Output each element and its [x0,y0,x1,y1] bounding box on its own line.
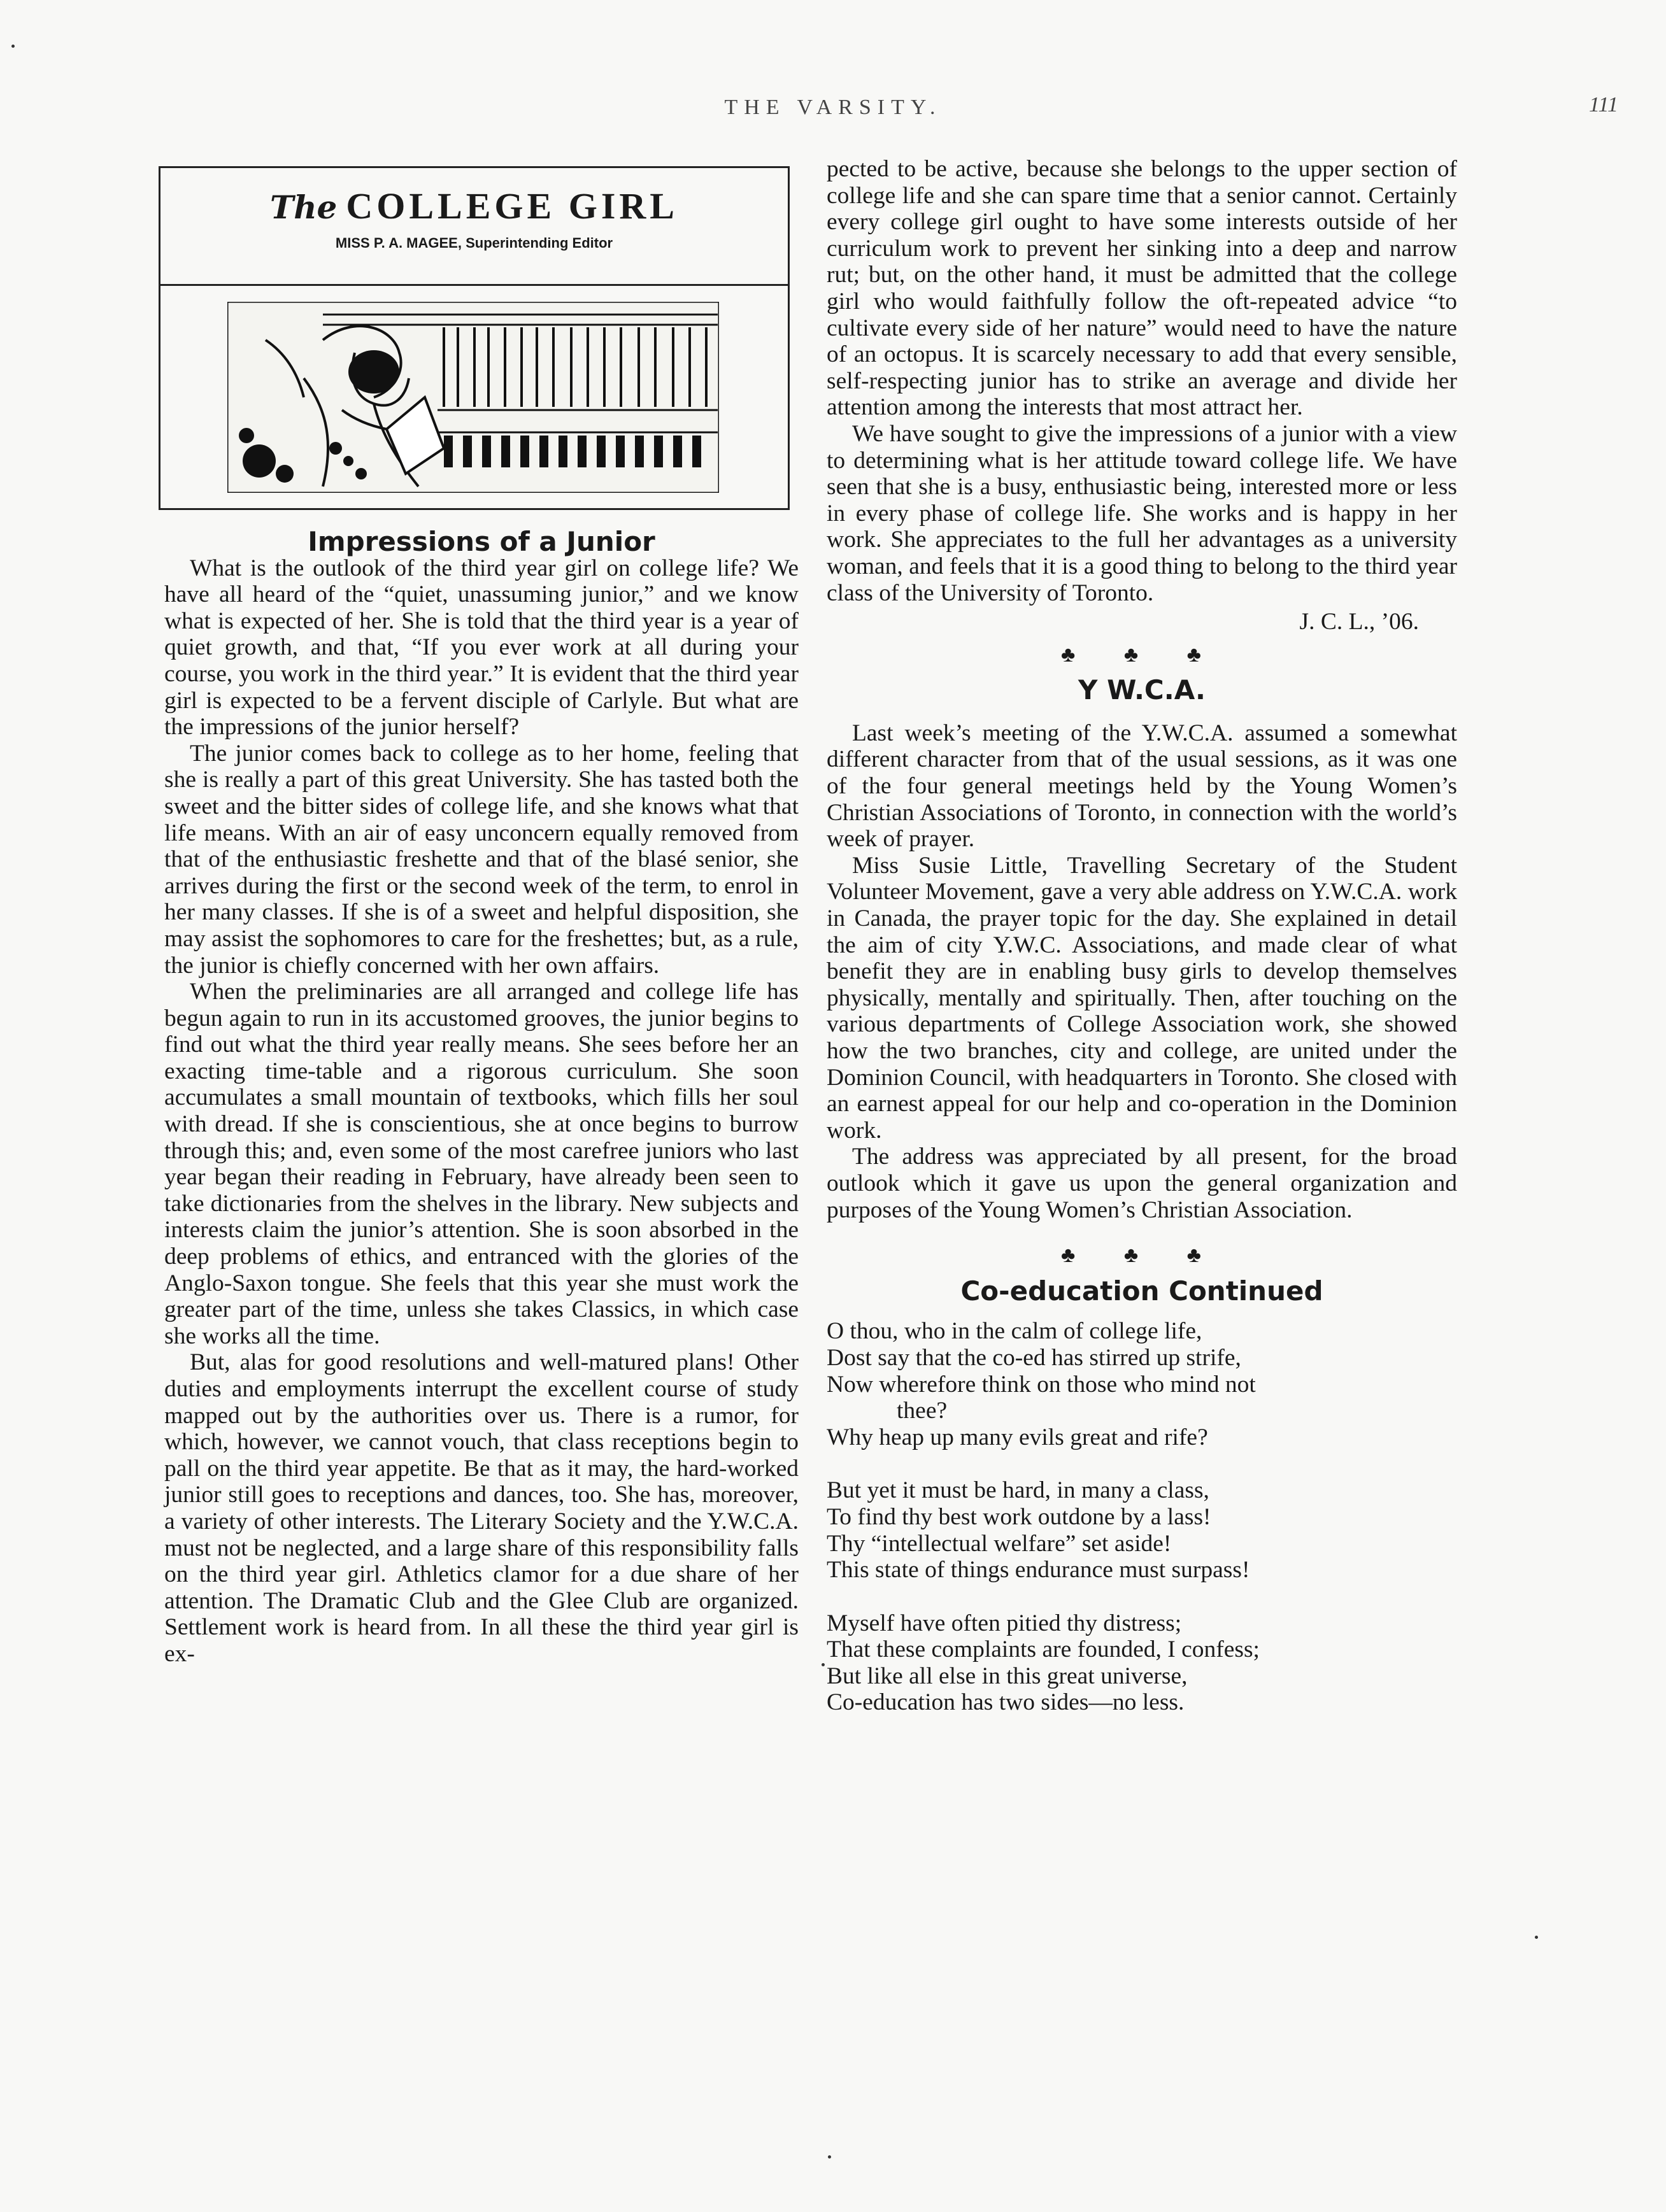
poem-line: Why heap up many evils great and rife? [827,1424,1208,1450]
club-ornament-icon: ♣ ♣ ♣ [1061,1244,1223,1268]
poem-line: But like all else in this great universe, [827,1663,1188,1689]
paragraph: When the preliminaries are all arranged and college life has begun again to run in its accustomed grooves, the junior begins to find out what the third year really means. She sees before her an exacting time-table and a rigorous curriculum. She soon accumulates a small mountain of textbooks, which fills her soul with dread. If she is conscientious, she at once begins to burrow through this; and, even some of the most carefree juniors who last year began their reading in February, have already been seen to take dictionaries from the shelves in the library. New subjects and interests claim the junior’s attention. She is soon absorbed in the deep problems of ethics, and entranced with the glories of the Anglo-Saxon tongue. She feels that this year she must work the greater part of the time, unless she takes Classics, in which case she works all the time. [164,979,799,1349]
left-column [164,528,799,1668]
poem-line: That these complaints are founded, I confess; [827,1636,1260,1663]
paragraph: But, alas for good resolutions and well-matured plans! Other duties and employments interrupt the excellent course of study mapped out by the authorities over us. There is a rumor, for which, however, we cannot vouch, that class receptions begin to pall on the third year appetite. Be that as it may, the hard-worked junior still goes to receptions and dances, too. She has, moreover, a variety of other interests. The Literary Society and the Y.W.C.A. must not be neglected, and a large share of this responsibility falls on the third year girl. Athletics clamor for a due share of her attention. The Dramatic Club and the Glee Club are organized. Settlement work is heard from. In all these the third year girl is ex- [164,1349,799,1667]
poem-line: Thy “intellectual welfare” set aside! [827,1530,1172,1557]
poem-line: thee? [897,1398,948,1424]
paragraph: Last week’s meeting of the Y.W.C.A. assumed a somewhat different character from that of the usual sessions, as it was one of the four general meetings held by the Young Women’s Christian Associations of Toronto, in connection with the world’s week of prayer. [827,720,1457,853]
poem-stanza [827,1477,1457,1583]
poem-line: Dost say that the co-ed has stirred up strife, [827,1344,1241,1371]
poem-line: O thou, who in the calm of college life, [827,1318,1202,1345]
banner-title-text: COLLEGE GIRL [346,185,678,227]
paragraph: What is the outlook of the third year girl on college life? We have all heard of the “quiet, unassuming junior,” and we know what is expected of her. She is told that the third year is a year of quiet growth, and that, “If you ever work at all during your course, you work in the third year.” It is evident that the third year girl is expected to be a fervent disciple of Carlyle. But what are the impressions of the junior herself? [164,555,799,741]
article-title-ywca: Y W.C.A. [1078,674,1206,706]
poem-stanza [827,1318,1457,1450]
paragraph: The junior comes back to college as to her home, feeling that she is really a part of this great University. She has tasted both the sweet and the bitter sides of college life, and she knows what that life means. With an air of easy unconcern equally removed from that of the enthusiastic freshette and that of the blasé senior, she arrives during the first or the second week of the term, to enrol in her many classes. If she is of a sweet and helpful disposition, she may assist the sophomores to care for the freshettes; but, as a rule, the junior is chiefly concerned with her own affairs. [164,740,799,979]
right-column [827,156,1457,1743]
poem-line: Myself have often pitied thy distress; [827,1610,1182,1636]
woman-reading-illustration [227,302,719,493]
paragraph: We have sought to give the impressions of a junior with a view to determining what is her attitude toward college life. We have seen that she is a busy, enthusiastic being, interested more or less in every phase of college life. She works and is happy in her work. She appreciates to the full her advantages as a university woman, and feels that it is a good thing to belong to the third year class of the University of Toronto. [827,420,1457,606]
paragraph-continued: pected to be active, because she belongs to the upper section of college life and she can spare time that a senior cannot. Certainly every college girl ought to have some interests outside of her curriculum work to prevent her sinking into a deep and narrow rut; but, on the other hand, it must be admitted that the college girl who would faithfully follow the oft-repeated advice “to cultivate every side of her nature” would need to have the nature of an octopus. It is scarcely necessary to add that every sensible, self-respecting junior has to strike an average and divide her attention among the interests that most attract her. [827,156,1457,421]
paragraph: Miss Susie Little, Travelling Secretary of the Student Volunteer Movement, gave a very able address on Y.W.C.A. work in Canada, the prayer topic for the day. She explained in detail the aim of city Y.W.C. Associations, and made clear of what benefit they are in enabling busy girls to develop themselves physically, mentally and spiritually. Then, after touching on the various departments of College Association work, she showed how the two branches, city and college, are united under the Dominion Council, with headquarters in Toronto. She closed with an earnest appeal for our help and co-operation in the Dominion work. [827,852,1457,1144]
paragraph: The address was appreciated by all present, for the broad outlook which it gave us upon the general organization and purposes of the Young Women’s Christian Association. [827,1144,1457,1223]
poem-line: This state of things endurance must surpass! [827,1557,1250,1584]
banner-header [160,168,788,286]
running-title: THE VARSITY. [724,96,942,119]
poem-line: Now wherefore think on those who mind not [827,1371,1256,1398]
article-title-coeducation: Co-education Continued [960,1275,1323,1307]
college-girl-banner [159,166,790,510]
club-ornament-icon: ♣ ♣ ♣ [1061,642,1223,667]
banner-editor: MISS P. A. MAGEE, Superintending Editor [335,235,613,251]
poem-stanza [827,1610,1457,1716]
page-number: 111 [1589,93,1618,117]
poem-line: But yet it must be hard, in many a class, [827,1477,1209,1504]
banner-title [160,168,788,227]
poem [827,1318,1457,1716]
article-title-impressions: Impressions of a Junior [308,526,655,557]
poem-line: To find thy best work outdone by a lass! [827,1503,1211,1530]
poem-line: Co-education has two sides—no less. [827,1689,1185,1716]
byline: J. C. L., ’06. [1299,609,1419,635]
banner-the: The [270,188,338,226]
